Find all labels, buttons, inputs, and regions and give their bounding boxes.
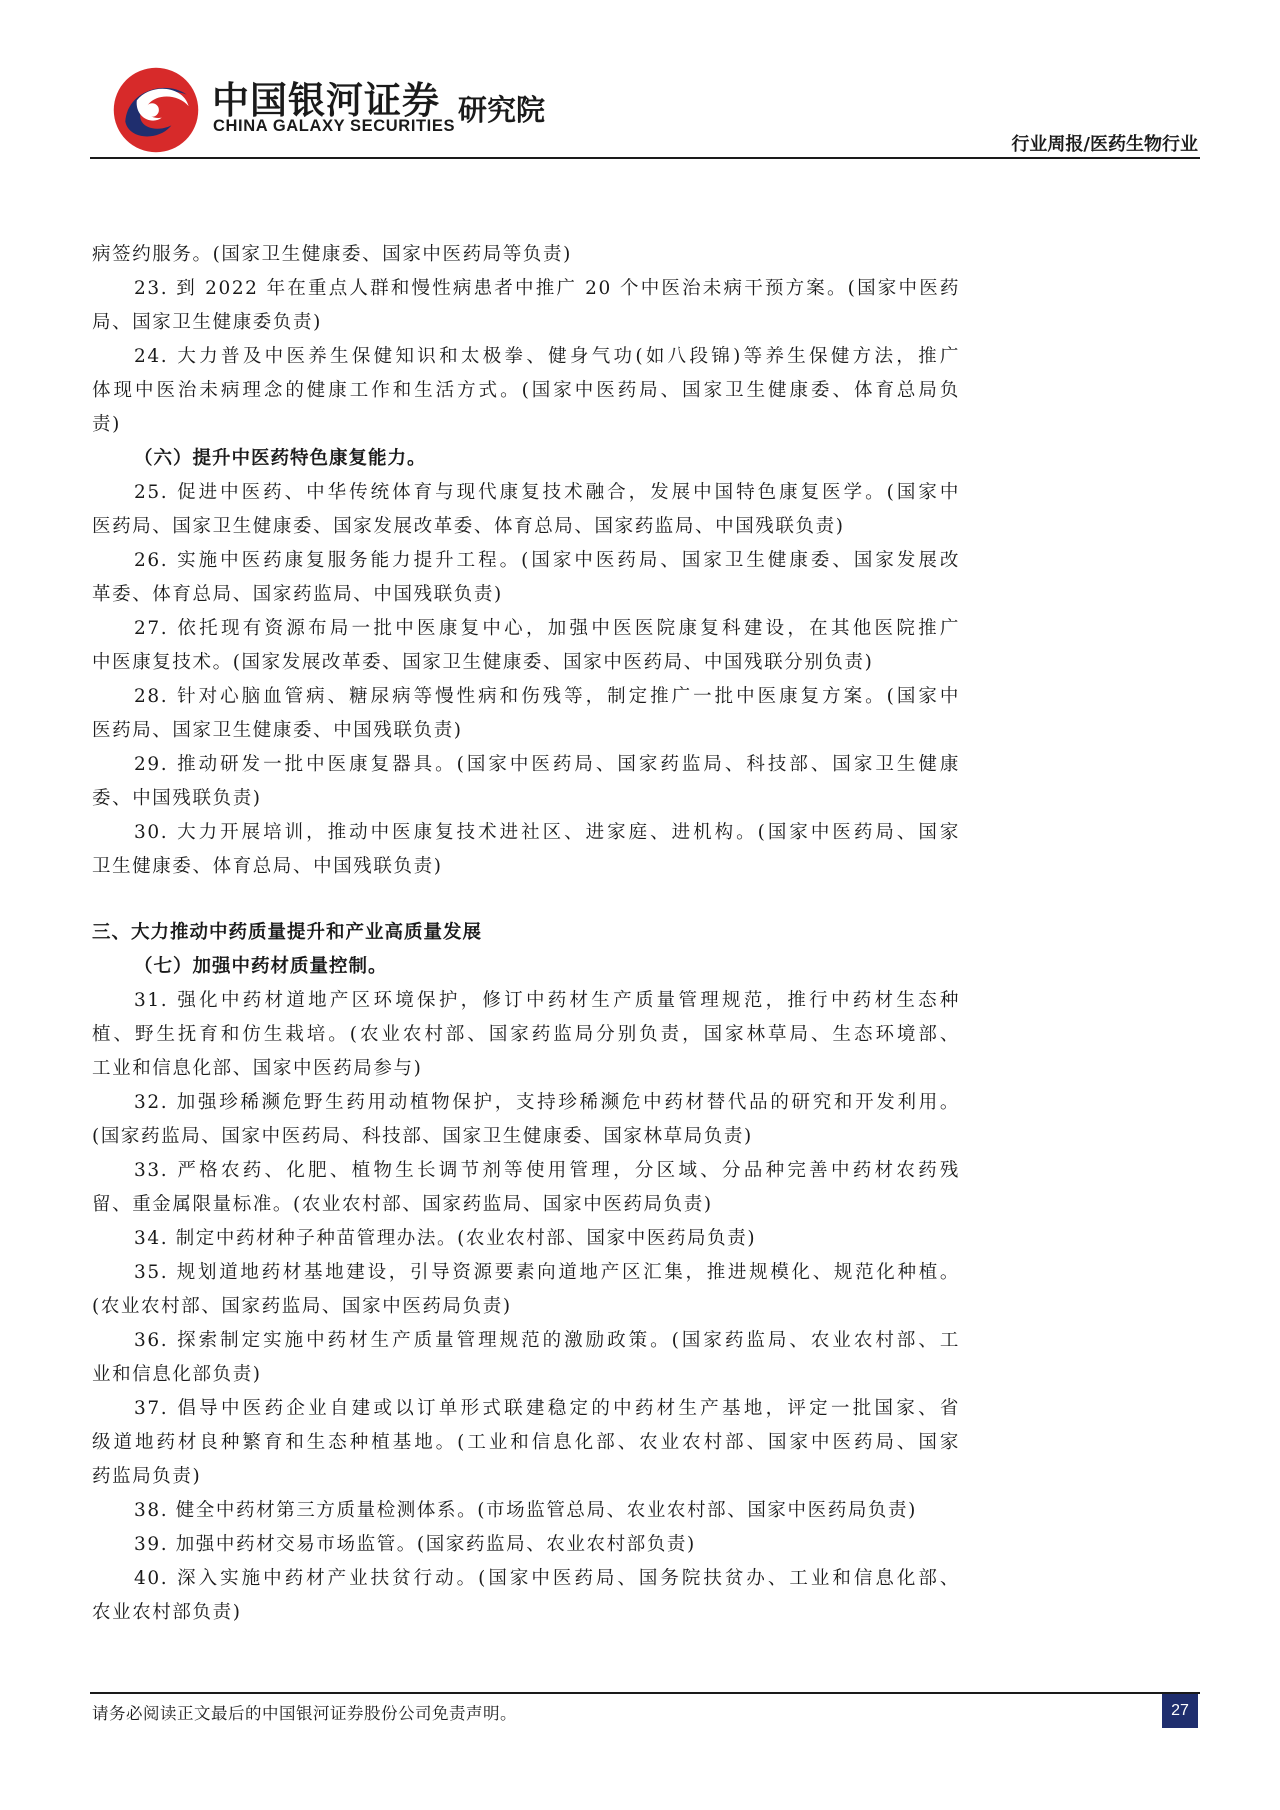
body-line: 卫生健康委、体育总局、中国残联负责) bbox=[92, 856, 443, 877]
body-line: 25. 促进中医药、中华传统体育与现代康复技术融合，发展中国特色康复医学。(国家中 bbox=[134, 482, 960, 503]
document-body bbox=[92, 238, 960, 1630]
body-line: 级道地药材良种繁育和生态种植基地。(工业和信息化部、农业农村部、国家中医药局、国家 bbox=[92, 1432, 960, 1453]
page-number: 27 bbox=[1162, 1694, 1198, 1728]
header-divider bbox=[90, 157, 1200, 159]
body-line: 责) bbox=[92, 414, 121, 435]
body-line: 35. 规划道地药材基地建设，引导资源要素向道地产区汇集，推进规模化、规范化种植。 bbox=[134, 1262, 960, 1283]
footer-disclaimer: 请务必阅读正文最后的中国银河证券股份公司免责声明。 bbox=[92, 1704, 517, 1723]
body-line: 病签约服务。(国家卫生健康委、国家中医药局等负责) bbox=[92, 244, 572, 265]
institute-name: 研究院 bbox=[458, 93, 546, 127]
body-line: 37. 倡导中医药企业自建或以订单形式联建稳定的中药材生产基地，评定一批国家、省 bbox=[134, 1398, 960, 1419]
body-line: 留、重金属限量标准。(农业农村部、国家药监局、国家中医药局负责) bbox=[92, 1194, 713, 1215]
body-line: 32. 加强珍稀濒危野生药用动植物保护，支持珍稀濒危中药材替代品的研究和开发利用。 bbox=[134, 1092, 960, 1113]
body-line: 31. 强化中药材道地产区环境保护，修订中药材生产质量管理规范，推行中药材生态种 bbox=[134, 990, 960, 1011]
body-line: 委、中国残联负责) bbox=[92, 788, 262, 809]
body-line: 工业和信息化部、国家中医药局参与) bbox=[92, 1058, 423, 1079]
body-line: 局、国家卫生健康委负责) bbox=[92, 312, 322, 333]
subsection-heading: （七）加强中药材质量控制。 bbox=[134, 956, 388, 977]
section-spacer bbox=[92, 884, 960, 916]
body-line: 药监局负责) bbox=[92, 1466, 202, 1487]
body-line: (农业农村部、国家药监局、国家中医药局负责) bbox=[92, 1296, 512, 1317]
galaxy-logo-icon bbox=[108, 62, 204, 158]
body-line: 业和信息化部负责) bbox=[92, 1364, 262, 1385]
body-line: 农业农村部负责) bbox=[92, 1602, 242, 1623]
body-line: 34. 制定中药材种子种苗管理办法。(农业农村部、国家中医药局负责) bbox=[134, 1228, 757, 1249]
body-line: 38. 健全中药材第三方质量检测体系。(市场监管总局、农业农村部、国家中医药局负责) bbox=[134, 1500, 917, 1521]
body-line: 植、野生抚育和仿生栽培。(农业农村部、国家药监局分别负责，国家林草局、生态环境部、 bbox=[92, 1024, 960, 1045]
body-line: 体现中医治未病理念的健康工作和生活方式。(国家中医药局、国家卫生健康委、体育总局负 bbox=[92, 380, 960, 401]
body-line: 革委、体育总局、国家药监局、中国残联负责) bbox=[92, 584, 503, 605]
body-line: 30. 大力开展培训，推动中医康复技术进社区、进家庭、进机构。(国家中医药局、国家 bbox=[134, 822, 960, 843]
brand-name-cn: 中国银河证券 bbox=[212, 79, 440, 122]
body-line: 40. 深入实施中药材产业扶贫行动。(国家中医药局、国务院扶贫办、工业和信息化部、 bbox=[134, 1568, 960, 1589]
body-line: 医药局、国家卫生健康委、中国残联负责) bbox=[92, 720, 463, 741]
body-line: 中医康复技术。(国家发展改革委、国家卫生健康委、国家中医药局、中国残联分别负责) bbox=[92, 652, 874, 673]
page-header bbox=[0, 0, 1280, 160]
body-line: 23. 到 2022 年在重点人群和慢性病患者中推广 20 个中医治未病干预方案。(国家中医药 bbox=[134, 278, 960, 299]
body-line: (国家药监局、国家中医药局、科技部、国家卫生健康委、国家林草局负责) bbox=[92, 1126, 753, 1147]
body-line: 36. 探索制定实施中药材生产质量管理规范的激励政策。(国家药监局、农业农村部、工 bbox=[134, 1330, 960, 1351]
body-line: 医药局、国家卫生健康委、国家发展改革委、体育总局、国家药监局、中国残联负责) bbox=[92, 516, 845, 537]
body-line: 39. 加强中药材交易市场监管。(国家药监局、农业农村部负责) bbox=[134, 1534, 696, 1555]
subsection-heading: （六）提升中医药特色康复能力。 bbox=[134, 448, 427, 469]
body-line: 26. 实施中医药康复服务能力提升工程。(国家中医药局、国家卫生健康委、国家发展改 bbox=[134, 550, 960, 571]
report-type: 行业周报/医药生物行业 bbox=[1011, 134, 1198, 155]
body-line: 33. 严格农药、化肥、植物生长调节剂等使用管理，分区域、分品种完善中药材农药残 bbox=[134, 1160, 960, 1181]
body-line: 24. 大力普及中医养生保健知识和太极拳、健身气功(如八段锦)等养生保健方法，推广 bbox=[134, 346, 960, 367]
body-line: 28. 针对心脑血管病、糖尿病等慢性病和伤残等，制定推广一批中医康复方案。(国家中 bbox=[134, 686, 960, 707]
footer-divider bbox=[90, 1692, 1200, 1694]
section-heading: 三、大力推动中药质量提升和产业高质量发展 bbox=[92, 922, 483, 943]
brand-name-en: CHINA GALAXY SECURITIES bbox=[213, 117, 456, 135]
body-line: 29. 推动研发一批中医康复器具。(国家中医药局、国家药监局、科技部、国家卫生健康 bbox=[134, 754, 960, 775]
body-line: 27. 依托现有资源布局一批中医康复中心，加强中医医院康复科建设，在其他医院推广 bbox=[134, 618, 960, 639]
